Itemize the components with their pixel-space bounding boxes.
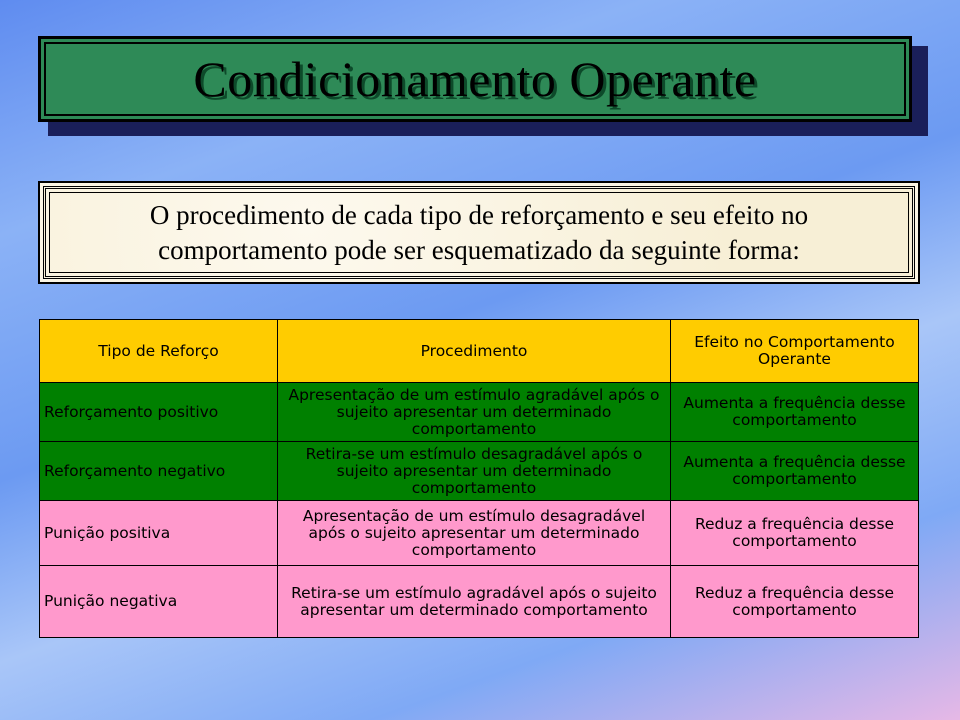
- table-row: [40, 566, 919, 638]
- table-header-row: [40, 320, 919, 383]
- intro-frame: [43, 186, 915, 279]
- intro-box: [38, 181, 920, 284]
- table-row: [40, 383, 919, 442]
- row-effect: Reduz a frequência desse comportamento: [671, 566, 919, 638]
- row-procedure: Retira-se um estímulo agradável após o sujeito apresentar um determinado comportamento: [278, 566, 671, 638]
- row-procedure: Apresentação de um estímulo agradável após o sujeito apresentar um determinado comportamento: [278, 383, 671, 442]
- header-type: Tipo de Reforço: [40, 320, 278, 383]
- intro-text: O procedimento de cada tipo de reforçamento e seu efeito no comportamento pode ser esquematizado da seguinte forma:: [149, 199, 809, 265]
- reinforcement-table: [39, 319, 919, 638]
- row-effect: Aumenta a frequência desse comportamento: [671, 383, 919, 442]
- row-procedure: Apresentação de um estímulo desagradável após o sujeito apresentar um determinado comportamento: [278, 501, 671, 566]
- row-type: Reforçamento negativo: [40, 442, 278, 501]
- header-effect: Efeito no Comportamento Operante: [671, 320, 919, 383]
- row-procedure: Retira-se um estímulo desagradável após o sujeito apresentar um determinado comportamento: [278, 442, 671, 501]
- row-type: Punição positiva: [40, 501, 278, 566]
- title-banner: [38, 36, 912, 122]
- header-procedure: Procedimento: [278, 320, 671, 383]
- row-type: Punição negativa: [40, 566, 278, 638]
- table-row: [40, 442, 919, 501]
- row-effect: Reduz a frequência desse comportamento: [671, 501, 919, 566]
- table-row: [40, 501, 919, 566]
- page-title: Condicionamento Operante: [193, 51, 757, 107]
- row-type: Reforçamento positivo: [40, 383, 278, 442]
- row-effect: Aumenta a frequência desse comportamento: [671, 442, 919, 501]
